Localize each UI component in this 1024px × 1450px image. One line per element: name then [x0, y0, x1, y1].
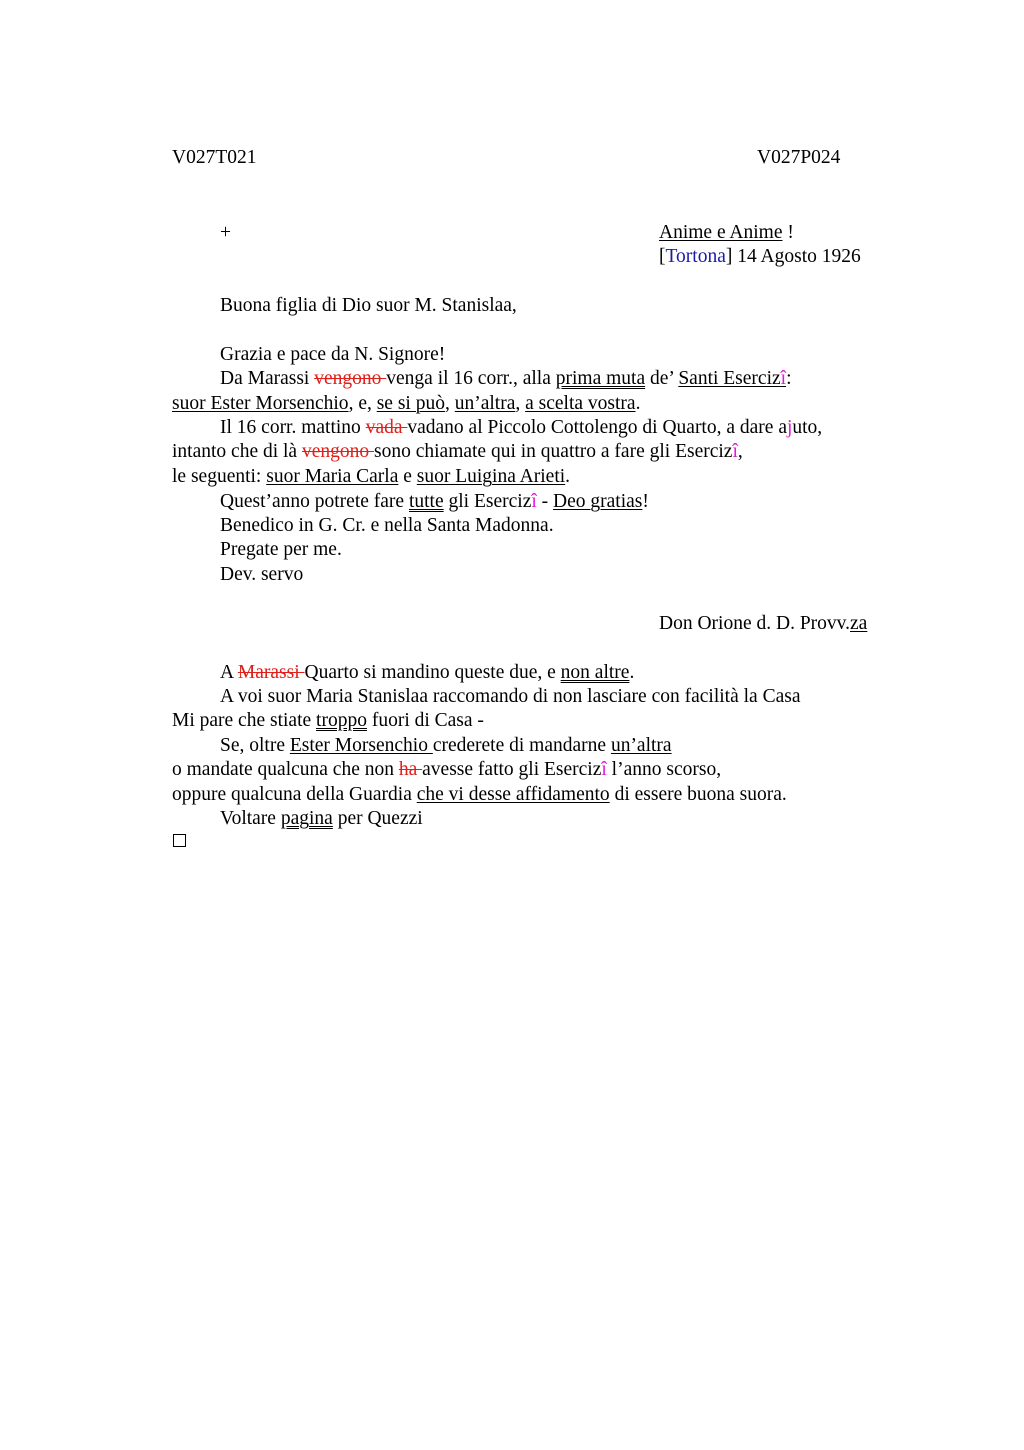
text-span: di essere buona suora. [609, 784, 787, 805]
text-span: Don Orione d. D. Provv. [659, 613, 851, 634]
body-line-5 [172, 440, 743, 464]
body-line-6 [172, 465, 570, 489]
place-date-line [659, 245, 861, 269]
underlined-text: prima muta [555, 368, 646, 389]
greeting: Buona figlia di Dio suor M. Stanislaa, [220, 295, 517, 316]
underlined-text: troppo [316, 710, 367, 731]
postscript-line-6 [172, 783, 787, 807]
text-span: vadano al Piccolo Cottolengo di Quarto, a dare a [407, 417, 787, 438]
text-span: sono chiamate qui in quattro a fare gli Esercizî, [374, 441, 743, 462]
underlined-text: pagina [280, 808, 333, 829]
postscript-line-7 [220, 807, 423, 831]
highlighted-letter: j [786, 417, 793, 438]
place-name: Tortona [665, 246, 726, 267]
text-span: , [444, 393, 455, 414]
motto-suffix: ! [782, 222, 794, 243]
text-span: Da Marassi [220, 368, 315, 389]
motto-line [659, 221, 794, 245]
underlined-text: che vi desse affidamento [416, 784, 610, 805]
underlined-text: za [850, 613, 868, 634]
underlined-text: suor Ester Morsenchio [172, 393, 349, 414]
deleted-text: vada [365, 417, 408, 438]
text-span: . [629, 662, 635, 683]
text-span: Il 16 corr. mattino [220, 417, 366, 438]
underlined-text: Ester Morsenchio [289, 735, 433, 756]
postscript-line-3 [172, 709, 484, 733]
postscript-line-1 [220, 661, 634, 685]
circumflex-i: î [780, 368, 787, 389]
document-code-right: V027P024 [757, 147, 841, 168]
body-line-7 [220, 490, 649, 514]
underlined-text: un’altra [454, 393, 516, 414]
signature [659, 612, 867, 636]
motto: Anime e Anime [659, 222, 783, 243]
text-span: venga il 16 corr., alla [386, 368, 556, 389]
underlined-text: un’altra [610, 735, 672, 756]
text-span: avesse fatto gli Esercizî l’anno scorso, [422, 759, 722, 780]
text-span: , e, [348, 393, 377, 414]
postscript-line-5 [172, 758, 721, 782]
text-span: le seguenti: [172, 466, 267, 487]
body-line-1: Grazia e pace da N. Signore! [220, 344, 446, 365]
underlined-text: suor Luigina Arieti [416, 466, 566, 487]
underlined-text: Deo gratias [553, 491, 643, 512]
underlined-text: non altre [560, 662, 630, 683]
deleted-text: ha [398, 759, 423, 780]
underlined-text: tutte [408, 491, 444, 512]
postscript-line-2: A voi suor Maria Stanislaa raccomando di non lasciare con facilità la Casa [220, 686, 801, 707]
text-span: ! [642, 491, 649, 512]
text-span: . [565, 466, 571, 487]
text-span: . [635, 393, 641, 414]
deleted-text: vengono [314, 368, 387, 389]
place-bracket-close: ] [725, 246, 733, 267]
text-span: Quest’anno potrete fare [220, 491, 409, 512]
text-span: : [786, 368, 792, 389]
body-line-10: Dev. servo [220, 564, 304, 585]
text-span: e [398, 466, 417, 487]
underlined-text: se si può [376, 393, 445, 414]
text-span: crederete di mandarne [432, 735, 611, 756]
text-span: de’ [645, 368, 679, 389]
text-span: Mi pare che stiate [172, 710, 317, 731]
text-span: intanto che di là [172, 441, 302, 462]
text-span: A [220, 662, 238, 683]
deleted-text: vengono [301, 441, 374, 462]
underlined-text: suor Maria Carla [266, 466, 399, 487]
circumflex-i: î [531, 491, 537, 512]
text-span: Se, oltre [220, 735, 290, 756]
cross-symbol: + [220, 222, 231, 243]
body-line-3 [172, 392, 640, 416]
text-span: , [515, 393, 526, 414]
body-line-4 [220, 416, 822, 440]
circumflex-i: î [601, 759, 607, 780]
text-span: fuori di Casa - [366, 710, 484, 731]
empty-box-icon [173, 834, 186, 847]
circumflex-i: î [732, 441, 738, 462]
postscript-line-4 [220, 734, 672, 758]
text-span: o mandate qualcuna che non [172, 759, 399, 780]
deleted-text: Marassi [237, 662, 305, 683]
underlined-text: Santi Esercizî [678, 368, 787, 389]
document-code-left: V027T021 [172, 147, 257, 168]
text-span: Voltare [220, 808, 281, 829]
text-span: oppure qualcuna della Guardia [172, 784, 417, 805]
text-span: uto, [792, 417, 823, 438]
underlined-text: a scelta vostra [525, 393, 636, 414]
letter-date: 14 Agosto 1926 [732, 246, 861, 267]
body-line-8: Benedico in G. Cr. e nella Santa Madonna. [220, 515, 554, 536]
text-span: Quarto si mandino queste due, e [304, 662, 561, 683]
text-span: gli Esercizî - [443, 491, 554, 512]
text-span: per Quezzi [332, 808, 423, 829]
body-line-9: Pregate per me. [220, 539, 342, 560]
body-line-2 [220, 367, 792, 391]
place-bracket-open: [ [659, 246, 666, 267]
